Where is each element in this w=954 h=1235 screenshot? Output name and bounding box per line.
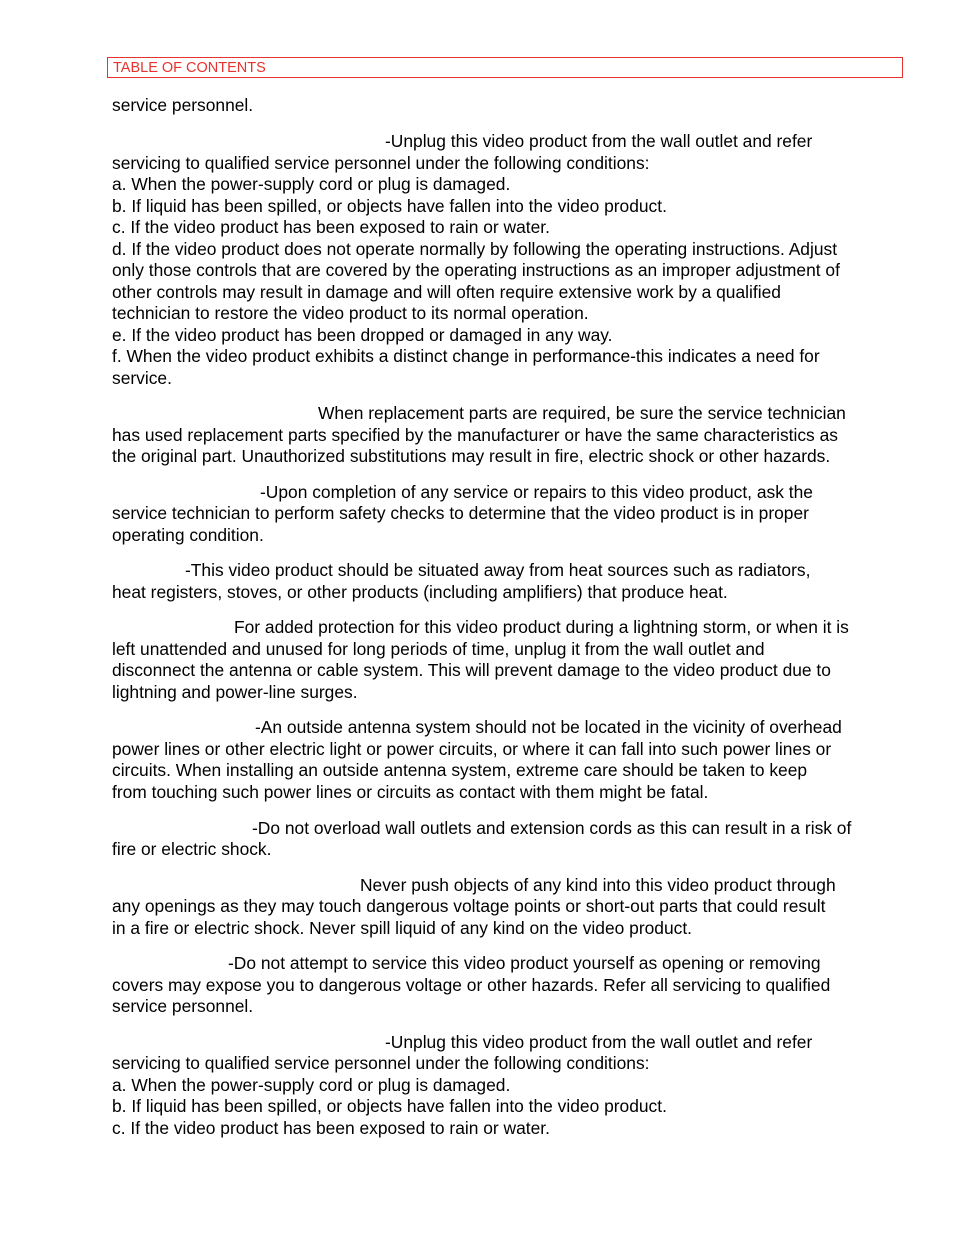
text-line: Never push objects of any kind into this video product through — [360, 875, 836, 895]
text-line: has used replacement parts specified by the manufacturer or have the same characteristics as — [112, 425, 838, 445]
text-line: For added protection for this video product during a lightning storm, or when it is — [234, 617, 849, 637]
text-line: -Do not attempt to service this video product yourself as opening or removing — [228, 953, 821, 973]
text-line: the original part. Unauthorized substitutions may result in fire, electric shock or other hazards. — [112, 446, 831, 466]
text-line: service. — [112, 368, 172, 388]
text-line: power lines or other electric light or power circuits, or where it can fall into such power lines or — [112, 739, 832, 759]
text-line: any openings as they may touch dangerous voltage points or short-out parts that could result — [112, 896, 826, 916]
text-line: c. If the video product has been exposed to rain or water. — [112, 217, 550, 237]
text-line: c. If the video product has been exposed to rain or water. — [112, 1118, 550, 1138]
text-line: e. If the video product has been dropped or damaged in any way. — [112, 325, 613, 345]
text-line: When replacement parts are required, be sure the service technician — [318, 403, 846, 423]
toc-bar — [107, 57, 903, 78]
text-line: service personnel. — [112, 996, 254, 1016]
text-line: covers may expose you to dangerous voltage or other hazards. Refer all servicing to qualified — [112, 975, 831, 995]
text-line: b. If liquid has been spilled, or objects have fallen into the video product. — [112, 196, 667, 216]
text-line: technician to restore the video product to its normal operation. — [112, 303, 589, 323]
text-line: in a fire or electric shock. Never spill liquid of any kind on the video product. — [112, 918, 692, 938]
text-line: servicing to qualified service personnel under the following conditions: — [112, 1053, 650, 1073]
text-line: a. When the power-supply cord or plug is damaged. — [112, 1075, 511, 1095]
text-line: only those controls that are covered by the operating instructions as an improper adjustment of — [112, 260, 840, 280]
text-line: disconnect the antenna or cable system. This will prevent damage to the video product due to — [112, 660, 831, 680]
text-line: a. When the power-supply cord or plug is damaged. — [112, 174, 511, 194]
text-line: operating condition. — [112, 525, 264, 545]
text-line: lightning and power-line surges. — [112, 682, 358, 702]
text-line: f. When the video product exhibits a distinct change in performance-this indicates a need for — [112, 346, 820, 366]
text-line: from touching such power lines or circuits as contact with them might be fatal. — [112, 782, 709, 802]
text-line: service technician to perform safety checks to determine that the video product is in proper — [112, 503, 809, 523]
text-line: fire or electric shock. — [112, 839, 272, 859]
text-line: d. If the video product does not operate normally by following the operating instructions. Adjust — [112, 239, 838, 259]
text-line: -Unplug this video product from the wall outlet and refer — [385, 131, 813, 151]
text-line: other controls may result in damage and will often require extensive work by a qualified — [112, 282, 781, 302]
text-line: -This video product should be situated away from heat sources such as radiators, — [185, 560, 811, 580]
text-line: -Do not overload wall outlets and extension cords as this can result in a risk of — [252, 818, 852, 838]
text-line: heat registers, stoves, or other products (including amplifiers) that produce heat. — [112, 582, 728, 602]
text-line: servicing to qualified service personnel under the following conditions: — [112, 153, 650, 173]
text-line: circuits. When installing an outside antenna system, extreme care should be taken to keep — [112, 760, 808, 780]
table-of-contents-link[interactable]: TABLE OF CONTENTS — [113, 60, 266, 76]
text-line: -Unplug this video product from the wall outlet and refer — [385, 1032, 813, 1052]
text-line: -Upon completion of any service or repairs to this video product, ask the — [260, 482, 813, 502]
text-line: -An outside antenna system should not be located in the vicinity of overhead — [255, 717, 842, 737]
text-line: left unattended and unused for long periods of time, unplug it from the wall outlet and — [112, 639, 765, 659]
text-line: b. If liquid has been spilled, or objects have fallen into the video product. — [112, 1096, 667, 1116]
text-line: service personnel. — [112, 95, 254, 115]
